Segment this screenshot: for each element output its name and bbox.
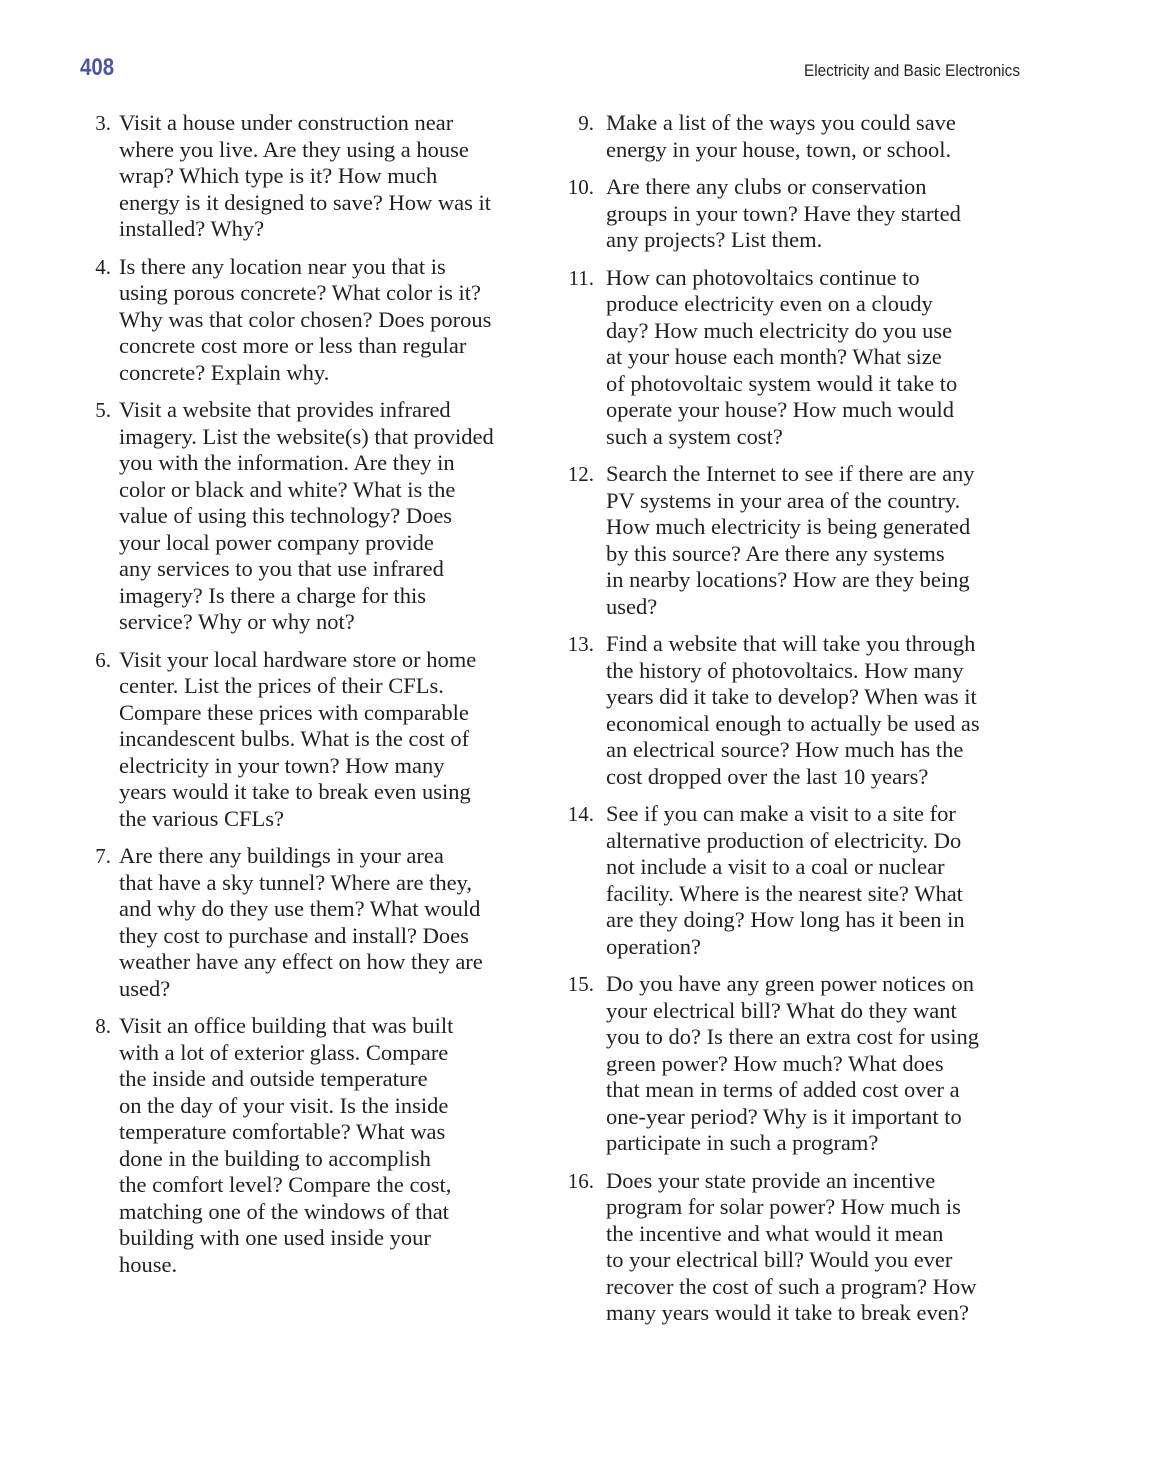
item-text-line: participate in such a program? [606,1130,879,1155]
item-text-line: operate your house? How much would [606,397,955,422]
item-text-line: at your house each month? What size [606,344,942,369]
item-text-line: where you live. Are they using a house [119,136,469,162]
list-item [560,971,1030,1157]
item-text-line: economical enough to actually be used as [606,710,980,736]
list-item [80,254,540,387]
item-text-line: installed? Why? [119,216,265,241]
item-text-line: groups in your town? Have they started [606,200,961,226]
list-item [80,110,540,243]
item-text-line: center. List the prices of their CFLs. [119,673,444,698]
item-text-line: not include a visit to a coal or nuclear [606,854,945,879]
item-number: 13. [567,632,594,656]
item-text-line: such a system cost? [606,423,783,449]
item-text-line: the inside and outside temperature [119,1066,428,1091]
item-text-line: Visit a house under construction near [119,110,454,135]
item-text-line: day? How much electricity do you use [606,317,953,343]
item-text-line: Are there any buildings in your area [119,843,444,868]
item-number: 15. [567,972,594,996]
item-number: 12. [567,462,594,486]
item-text-line: building with one used inside your [119,1225,431,1250]
list-item [560,631,1030,790]
item-text-line: concrete cost more or less than regular [119,333,467,358]
item-text-line: Compare these prices with comparable [119,699,469,725]
item-text-line: Are there any clubs or conservation [606,174,927,199]
list-item [80,397,540,636]
running-title: Electricity and Basic Electronics [804,61,1020,80]
left-column [80,110,540,1289]
item-text-line: many years would it take to break even? [606,1300,969,1325]
item-text-line: the various CFLs? [119,805,284,831]
list-item [80,1013,540,1278]
list-item [80,843,540,1002]
item-text-line: Search the Internet to see if there are any [606,461,975,486]
item-text-line: they cost to purchase and install? Does [119,922,469,948]
item-text-line: the comfort level? Compare the cost, [119,1172,452,1197]
item-text-line: by this source? Are there any systems [606,540,945,566]
item-number: 11. [568,265,594,290]
item-text-line: cost dropped over the last 10 years? [606,763,929,789]
item-text-line: any projects? List them. [606,227,823,252]
item-text-line: of photovoltaic system would it take to [606,370,958,396]
item-text-line: used? [606,593,658,619]
item-text-line: Is there any location near you that is [119,253,446,279]
item-text-line: in nearby locations? How are they being [606,567,970,592]
item-text-line: your electrical bill? What do they want [606,997,957,1023]
item-text-line: with a lot of exterior glass. Compare [119,1039,449,1065]
list-item [560,265,1030,451]
item-text-line: house. [119,1251,178,1277]
item-text-line: on the day of your visit. Is the inside [119,1092,449,1118]
item-text-line: one-year period? Why is it important to [606,1103,962,1129]
item-number: 14. [567,802,594,826]
item-number: 5. [95,398,111,422]
item-number: 7. [95,844,111,868]
item-text-line: facility. Where is the nearest site? What [606,880,963,906]
item-text-line: imagery. List the website(s) that provided [119,423,494,449]
item-text-line: you with the information. Are they in [119,450,455,475]
item-text-line: Do you have any green power notices on [606,971,975,996]
item-text-line: that have a sky tunnel? Where are they, [119,869,472,895]
item-text-line: Does your state provide an incentive [606,1167,936,1193]
item-text-line: recover the cost of such a program? How [606,1273,977,1299]
right-column [560,110,1030,1338]
item-text-line: Visit a website that provides infrared [119,397,451,422]
item-text-line: PV systems in your area of the country. [606,487,961,513]
item-text-line: Why was that color chosen? Does porous [119,306,492,332]
item-text-line: your local power company provide [119,529,434,555]
item-text-line: color or black and white? What is the [119,476,456,502]
item-text-line: any services to you that use infrared [119,556,444,581]
item-text-line: imagery? Is there a charge for this [119,582,426,608]
item-text-line: to your electrical bill? Would you ever [606,1247,953,1272]
item-text-line: the history of photovoltaics. How many [606,657,964,683]
item-text-line: wrap? Which type is it? How much [119,163,438,188]
item-text-line: that mean in terms of added cost over a [606,1077,960,1102]
item-text-line: alternative production of electricity. Do [606,827,962,853]
item-text-line: you to do? Is there an extra cost for using [606,1024,980,1049]
list-item [560,110,1030,163]
item-text-line: electricity in your town? How many [119,752,445,778]
list-item [560,174,1030,254]
item-number: 4. [95,254,111,279]
item-text-line: service? Why or why not? [119,609,355,634]
item-text-line: energy is it designed to save? How was it [119,189,492,215]
item-number: 3. [95,111,111,135]
item-text-line: using porous concrete? What color is it? [119,280,481,305]
item-text-line: See if you can make a visit to a site for [606,801,956,826]
item-text-line: program for solar power? How much is [606,1194,961,1219]
item-number: 16. [567,1168,594,1193]
item-number: 8. [95,1014,111,1038]
item-text-line: concrete? Explain why. [119,359,330,385]
item-text-line: operation? [606,933,701,959]
list-item [560,801,1030,960]
item-text-line: weather have any effect on how they are [119,949,483,974]
list-item [560,1168,1030,1327]
item-text-line: green power? How much? What does [606,1050,944,1076]
item-text-line: Make a list of the ways you could save [606,110,956,135]
item-number: 9. [578,111,594,135]
item-text-line: energy in your house, town, or school. [606,136,952,162]
item-text-line: How much electricity is being generated [606,514,971,539]
item-text-line: Find a website that will take you through [606,631,976,656]
page-number: 408 [80,54,115,81]
list-item [560,461,1030,620]
item-text-line: value of using this technology? Does [119,503,453,528]
item-text-line: incandescent bulbs. What is the cost of [119,726,470,751]
item-text-line: temperature comfortable? What was [119,1119,446,1144]
item-number: 6. [95,647,111,672]
item-text-line: the incentive and what would it mean [606,1220,944,1246]
item-text-line: years did it take to develop? When was it [606,684,977,709]
list-item [80,647,540,833]
item-text-line: Visit your local hardware store or home [119,646,477,672]
item-text-line: used? [119,975,171,1001]
item-text-line: How can photovoltaics continue to [606,264,920,290]
item-number: 10. [567,175,594,199]
item-text-line: years would it take to break even using [119,779,471,804]
item-text-line: and why do they use them? What would [119,896,481,921]
item-text-line: an electrical source? How much has the [606,737,964,762]
item-text-line: done in the building to accomplish [119,1145,431,1171]
item-text-line: produce electricity even on a cloudy [606,291,933,316]
item-text-line: Visit an office building that was built [119,1013,454,1038]
item-text-line: matching one of the windows of that [119,1198,449,1224]
item-text-line: are they doing? How long has it been in [606,907,965,932]
